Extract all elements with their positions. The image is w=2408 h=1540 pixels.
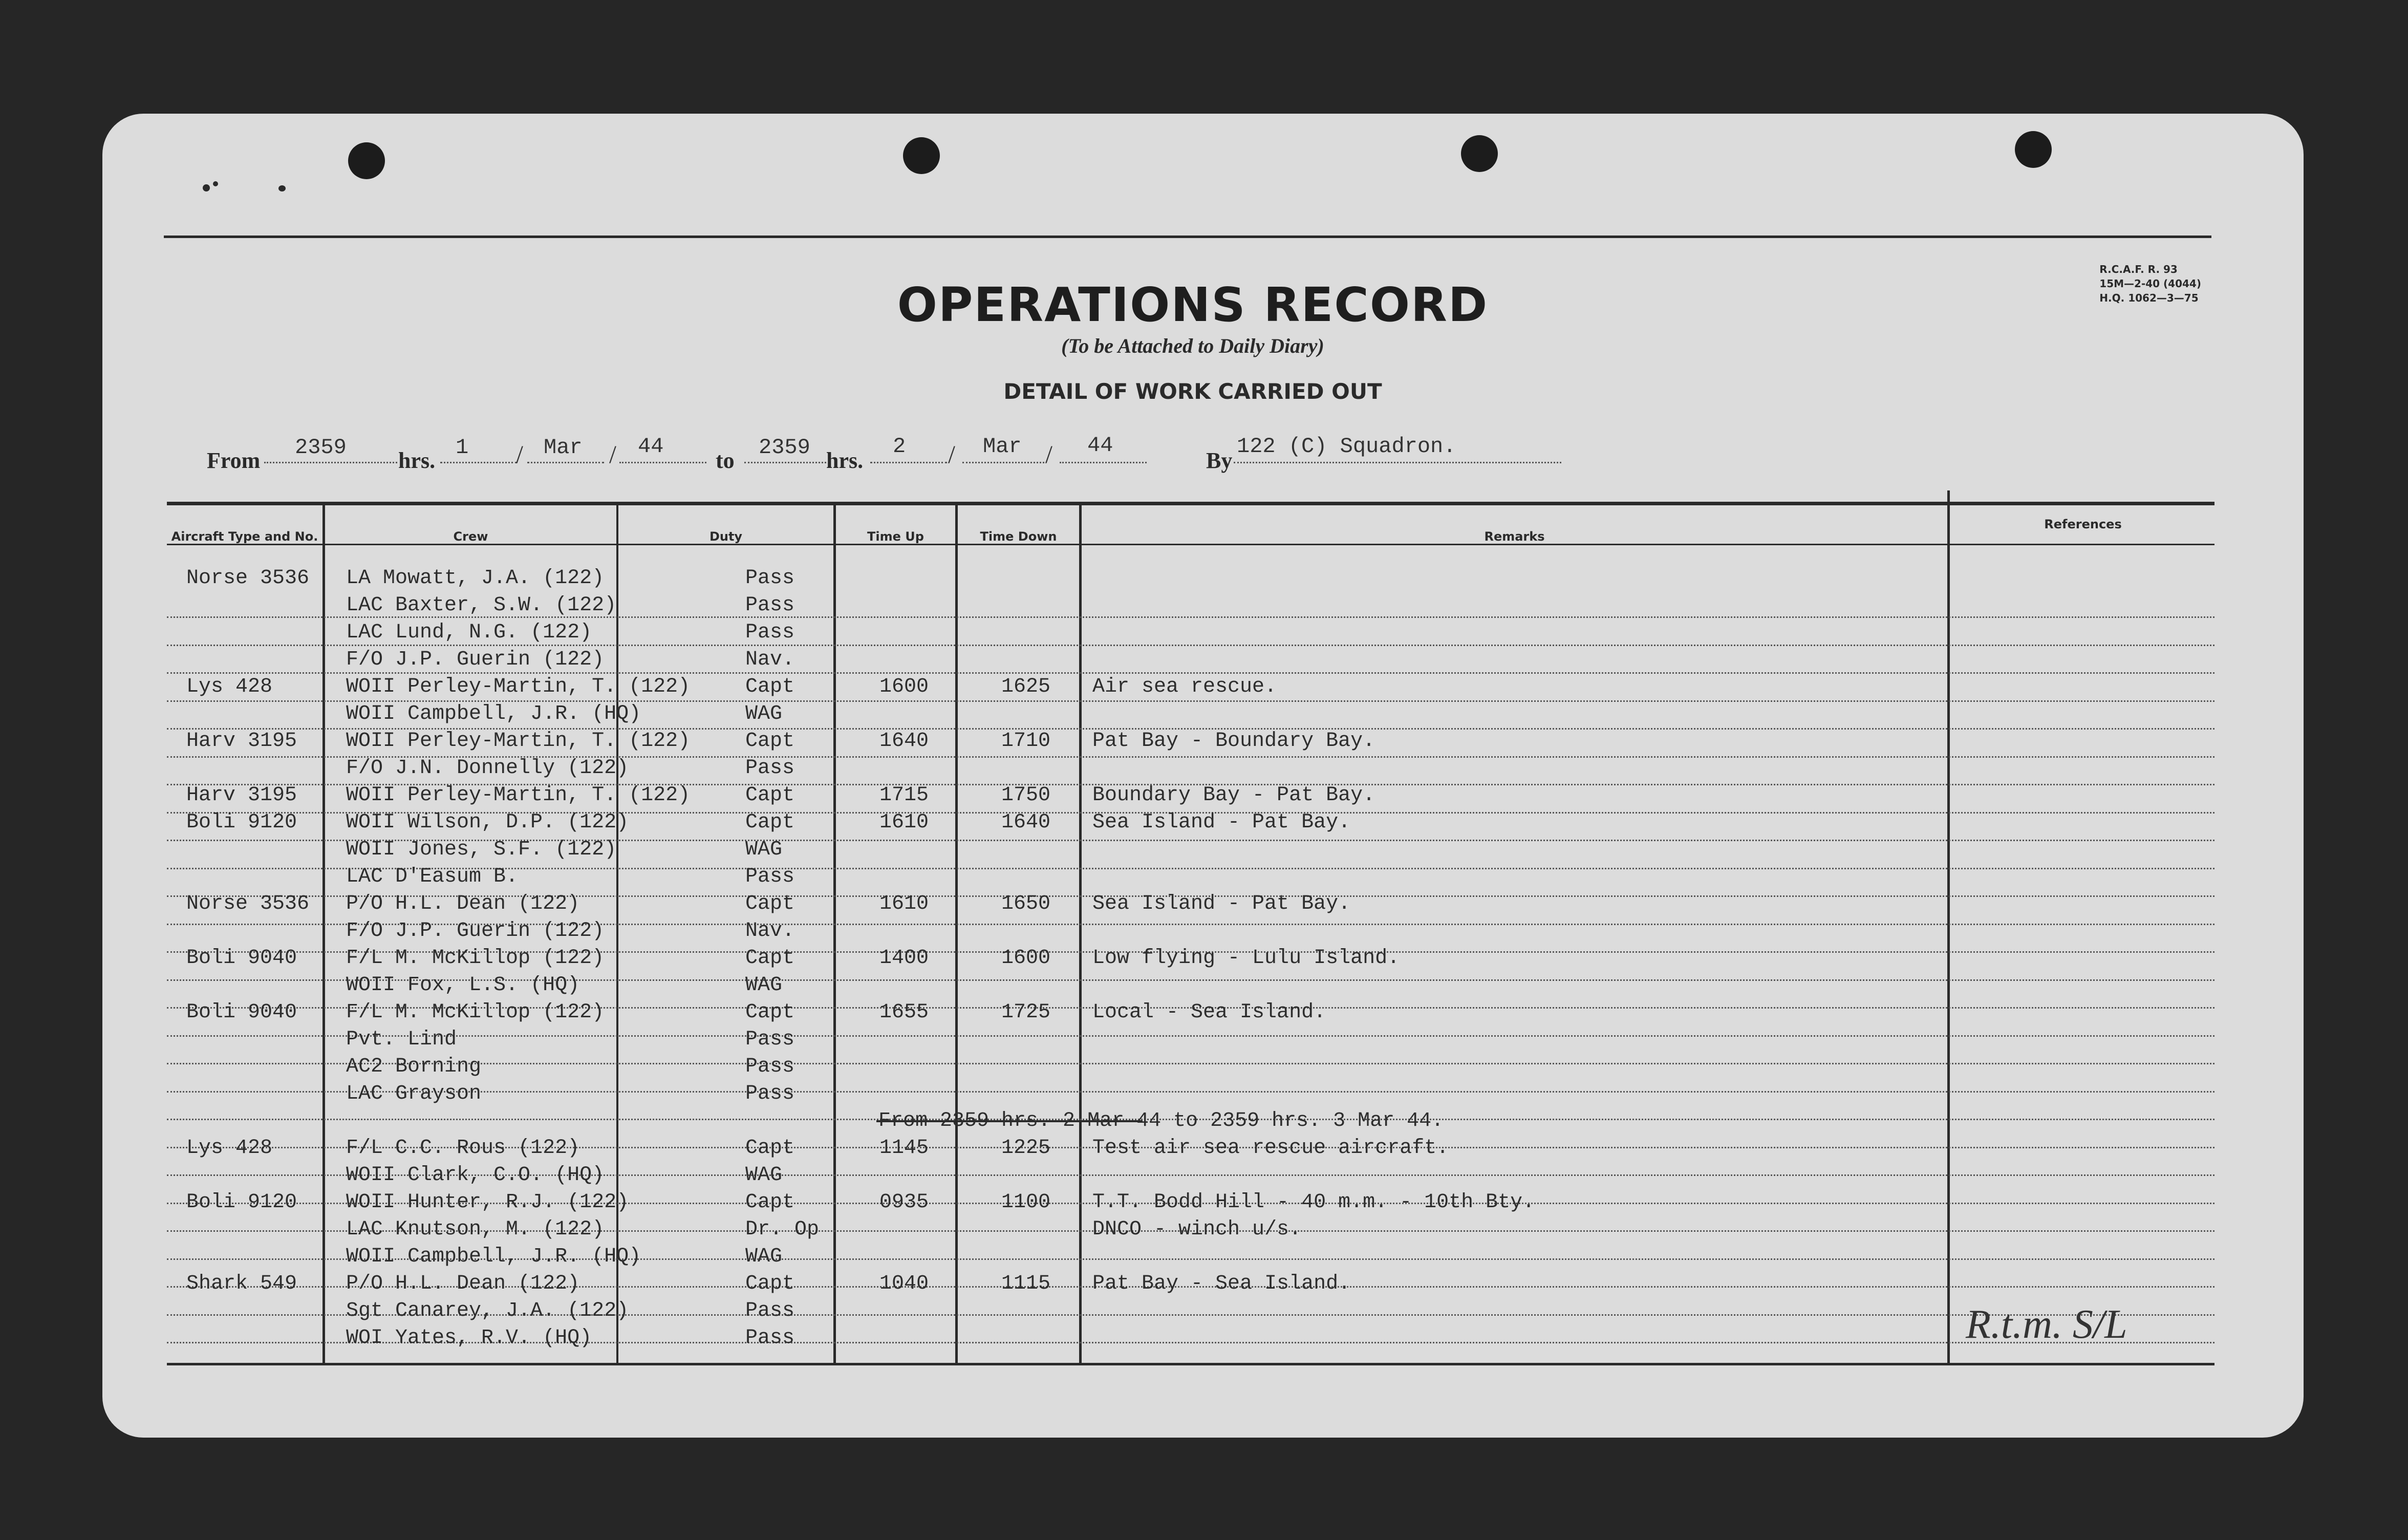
- remarks-cell: Sea Island - Pat Bay.: [1092, 892, 1351, 915]
- time-up-cell: 1610: [879, 811, 929, 834]
- squadron-unit: 122 (C) Squadron.: [1237, 434, 1456, 459]
- crew-cell: F/O J.P. Guerin (122): [346, 648, 605, 671]
- fill-line: [870, 462, 947, 463]
- duty-cell: WAG: [745, 702, 783, 725]
- aircraft-cell: Lys 428: [186, 675, 273, 698]
- page-title: OPERATIONS RECORD: [897, 277, 1489, 332]
- time-up-cell: 1040: [879, 1272, 929, 1295]
- to-year: 44: [1087, 433, 1113, 458]
- aircraft-cell: Norse 3536: [186, 892, 310, 915]
- row-rule: [167, 672, 2214, 674]
- aircraft-cell: Harv 3195: [186, 784, 297, 807]
- fill-line: [962, 462, 1044, 463]
- fill-line: [619, 462, 706, 463]
- crew-cell: Sgt Canarey, J.A. (122): [346, 1299, 629, 1322]
- aircraft-cell: Boli 9040: [186, 947, 297, 970]
- aircraft-cell: Harv 3195: [186, 730, 297, 753]
- crew-cell: F/O J.P. Guerin (122): [346, 919, 605, 943]
- crew-cell: F/L M. McKillop (122): [346, 1001, 605, 1024]
- from-day: 1: [456, 435, 469, 460]
- duty-cell: Capt: [745, 730, 795, 753]
- time-up-cell: 1610: [879, 892, 929, 915]
- column-divider: [616, 504, 618, 1363]
- table-top-rule: [167, 502, 2214, 505]
- duty-cell: Pass: [745, 621, 795, 644]
- aircraft-cell: Lys 428: [186, 1137, 273, 1160]
- time-down-cell: 1750: [1001, 784, 1051, 807]
- to-label: to: [716, 448, 735, 473]
- crew-cell: F/L C.C. Rous (122): [346, 1137, 580, 1160]
- column-divider: [833, 504, 836, 1363]
- punch-hole: [1461, 135, 1498, 172]
- time-up-cell: 1655: [879, 1001, 929, 1024]
- aircraft-cell: Boli 9120: [186, 811, 297, 834]
- slash: /: [516, 440, 523, 468]
- time-up-cell: 1715: [879, 784, 929, 807]
- crew-cell: LAC D'Easum B.: [346, 865, 519, 888]
- page-subtitle: (To be Attached to Daily Diary): [1061, 334, 1324, 357]
- fill-line: [744, 462, 826, 463]
- crew-cell: Pvt. Lind: [346, 1028, 457, 1051]
- column-divider: [1947, 490, 1950, 1363]
- row-rule: [167, 1035, 2214, 1037]
- fill-line: [527, 462, 604, 463]
- top-rule: [164, 236, 2211, 238]
- crew-cell: LAC Baxter, S.W. (122): [346, 594, 617, 617]
- remarks-cell: Air sea rescue.: [1092, 675, 1277, 698]
- crew-cell: WOII Clark, C.O. (HQ): [346, 1164, 605, 1187]
- time-up-cell: 0935: [879, 1191, 929, 1214]
- crew-cell: WOII Perley-Martin, T. (122): [346, 675, 691, 698]
- aircraft-cell: Norse 3536: [186, 567, 310, 590]
- aircraft-cell: Shark 549: [186, 1272, 297, 1295]
- crew-cell: AC2 Borning: [346, 1055, 482, 1078]
- duty-cell: Pass: [745, 1082, 795, 1105]
- duty-cell: WAG: [745, 974, 783, 997]
- time-down-cell: 1115: [1001, 1272, 1051, 1295]
- time-down-cell: 1640: [1001, 811, 1051, 834]
- time-up-cell: 1145: [879, 1137, 929, 1160]
- remarks-cell: DNCO - winch u/s.: [1092, 1218, 1302, 1241]
- remarks-cell: Local - Sea Island.: [1092, 1001, 1326, 1024]
- column-header-remarks: Remarks: [1484, 529, 1545, 544]
- ink-smudge: [278, 185, 286, 191]
- aircraft-cell: Boli 9120: [186, 1191, 297, 1214]
- fill-line: [264, 462, 397, 463]
- duty-cell: Pass: [745, 865, 795, 888]
- duty-cell: Dr. Op: [745, 1218, 820, 1241]
- operations-record-card: [102, 114, 2304, 1438]
- punch-hole: [2015, 131, 2052, 168]
- header-bottom-rule: [167, 544, 2214, 545]
- column-header-time-up: Time Up: [867, 529, 924, 544]
- to-month: Mar: [983, 434, 1022, 459]
- detail-heading: DETAIL OF WORK CARRIED OUT: [1003, 379, 1382, 404]
- column-header-references: References: [2044, 517, 2122, 531]
- duty-cell: Pass: [745, 594, 795, 617]
- form-ref-line: R.C.A.F. R. 93: [2099, 263, 2178, 275]
- hrs-label: hrs.: [826, 448, 864, 473]
- duty-cell: Capt: [745, 675, 795, 698]
- to-day: 2: [893, 434, 906, 459]
- form-reference: [2099, 262, 2201, 305]
- ink-smudge: [213, 181, 218, 186]
- crew-cell: P/O H.L. Dean (122): [346, 1272, 580, 1295]
- crew-cell: WOII Campbell, J.R. (HQ): [346, 1245, 641, 1268]
- duty-cell: WAG: [745, 1245, 783, 1268]
- duty-cell: Pass: [745, 1055, 795, 1078]
- hrs-label: hrs.: [398, 448, 436, 473]
- from-year: 44: [638, 434, 664, 459]
- slash: /: [948, 440, 955, 468]
- slash: /: [609, 440, 616, 468]
- column-header-crew: Crew: [453, 529, 488, 544]
- duty-cell: Capt: [745, 892, 795, 915]
- time-down-cell: 1225: [1001, 1137, 1051, 1160]
- column-divider: [955, 504, 958, 1363]
- duty-cell: Capt: [745, 1272, 795, 1295]
- duty-cell: Pass: [745, 757, 795, 780]
- date-change-note: From 2359 hrs. 2 Mar 44 to 2359 hrs. 3 Mar 44.: [878, 1109, 1444, 1132]
- column-divider: [1079, 504, 1082, 1363]
- duty-cell: WAG: [745, 1164, 783, 1187]
- crew-cell: LAC Knutson, M. (122): [346, 1218, 605, 1241]
- time-up-cell: 1640: [879, 730, 929, 753]
- duty-cell: Capt: [745, 1137, 795, 1160]
- remarks-cell: Test air sea rescue aircraft.: [1092, 1137, 1449, 1160]
- remarks-cell: Pat Bay - Boundary Bay.: [1092, 730, 1375, 753]
- row-rule: [167, 645, 2214, 646]
- crew-cell: WOII Wilson, D.P. (122): [346, 811, 629, 834]
- from-month: Mar: [544, 435, 583, 460]
- remarks-cell: Boundary Bay - Pat Bay.: [1092, 784, 1375, 807]
- duty-cell: Capt: [745, 1191, 795, 1214]
- punch-hole: [348, 142, 385, 179]
- crew-cell: F/L M. McKillop (122): [346, 947, 605, 970]
- time-down-cell: 1100: [1001, 1191, 1051, 1214]
- crew-cell: WOII Fox, L.S. (HQ): [346, 974, 580, 997]
- signature: R.t.m. S/L: [1966, 1302, 2127, 1347]
- crew-cell: F/O J.N. Donnelly (122): [346, 757, 629, 780]
- crew-cell: WOII Hunter, R.J. (122): [346, 1191, 629, 1214]
- row-rule: [167, 700, 2214, 702]
- crew-cell: WOII Perley-Martin, T. (122): [346, 784, 691, 807]
- duty-cell: Nav.: [745, 648, 795, 671]
- crew-cell: WOII Jones, S.F. (122): [346, 838, 617, 861]
- duty-cell: Capt: [745, 811, 795, 834]
- duty-cell: Capt: [745, 784, 795, 807]
- duty-cell: WAG: [745, 838, 783, 861]
- column-header-time-down: Time Down: [980, 529, 1057, 544]
- slash: /: [1045, 440, 1052, 468]
- column-header-duty: Duty: [709, 529, 743, 544]
- by-label: By: [1206, 448, 1233, 473]
- column-header-aircraft: Aircraft Type and No.: [171, 529, 318, 544]
- time-down-cell: 1625: [1001, 675, 1051, 698]
- time-down-cell: 1710: [1001, 730, 1051, 753]
- duty-cell: Pass: [745, 1028, 795, 1051]
- remarks-cell: Low flying - Lulu Island.: [1092, 947, 1400, 970]
- punch-hole: [903, 137, 940, 174]
- crew-cell: WOII Perley-Martin, T. (122): [346, 730, 691, 753]
- time-down-cell: 1600: [1001, 947, 1051, 970]
- duty-cell: Pass: [745, 1299, 795, 1322]
- form-ref-line: H.Q. 1062—3—75: [2099, 292, 2199, 304]
- ink-smudge: [203, 184, 210, 191]
- duty-cell: Capt: [745, 1001, 795, 1024]
- fill-line: [1060, 462, 1147, 463]
- remarks-cell: Pat Bay - Sea Island.: [1092, 1272, 1351, 1295]
- from-label: From: [207, 448, 261, 473]
- crew-cell: WOII Campbell, J.R. (HQ): [346, 702, 641, 725]
- duty-cell: Pass: [745, 1327, 795, 1350]
- to-time: 2359: [759, 435, 810, 460]
- duty-cell: Nav.: [745, 919, 795, 943]
- form-ref-line: 15M—2-40 (4044): [2099, 277, 2201, 290]
- time-up-cell: 1400: [879, 947, 929, 970]
- aircraft-cell: Boli 9040: [186, 1001, 297, 1024]
- remarks-cell: Sea Island - Pat Bay.: [1092, 811, 1351, 834]
- crew-cell: P/O H.L. Dean (122): [346, 892, 580, 915]
- time-down-cell: 1725: [1001, 1001, 1051, 1024]
- duty-cell: Pass: [745, 567, 795, 590]
- time-down-cell: 1650: [1001, 892, 1051, 915]
- column-divider: [322, 504, 325, 1363]
- fill-line: [440, 462, 517, 463]
- crew-cell: LAC Grayson: [346, 1082, 482, 1105]
- from-time: 2359: [295, 435, 347, 460]
- crew-cell: LAC Lund, N.G. (122): [346, 621, 592, 644]
- time-up-cell: 1600: [879, 675, 929, 698]
- fill-line: [1234, 462, 1561, 463]
- duty-cell: Capt: [745, 947, 795, 970]
- crew-cell: LA Mowatt, J.A. (122): [346, 567, 605, 590]
- crew-cell: WOI Yates, R.V. (HQ): [346, 1327, 592, 1350]
- table-bottom-rule: [167, 1363, 2214, 1365]
- remarks-cell: T.T. Bodd Hill - 40 m.m. - 10th Bty.: [1092, 1191, 1535, 1214]
